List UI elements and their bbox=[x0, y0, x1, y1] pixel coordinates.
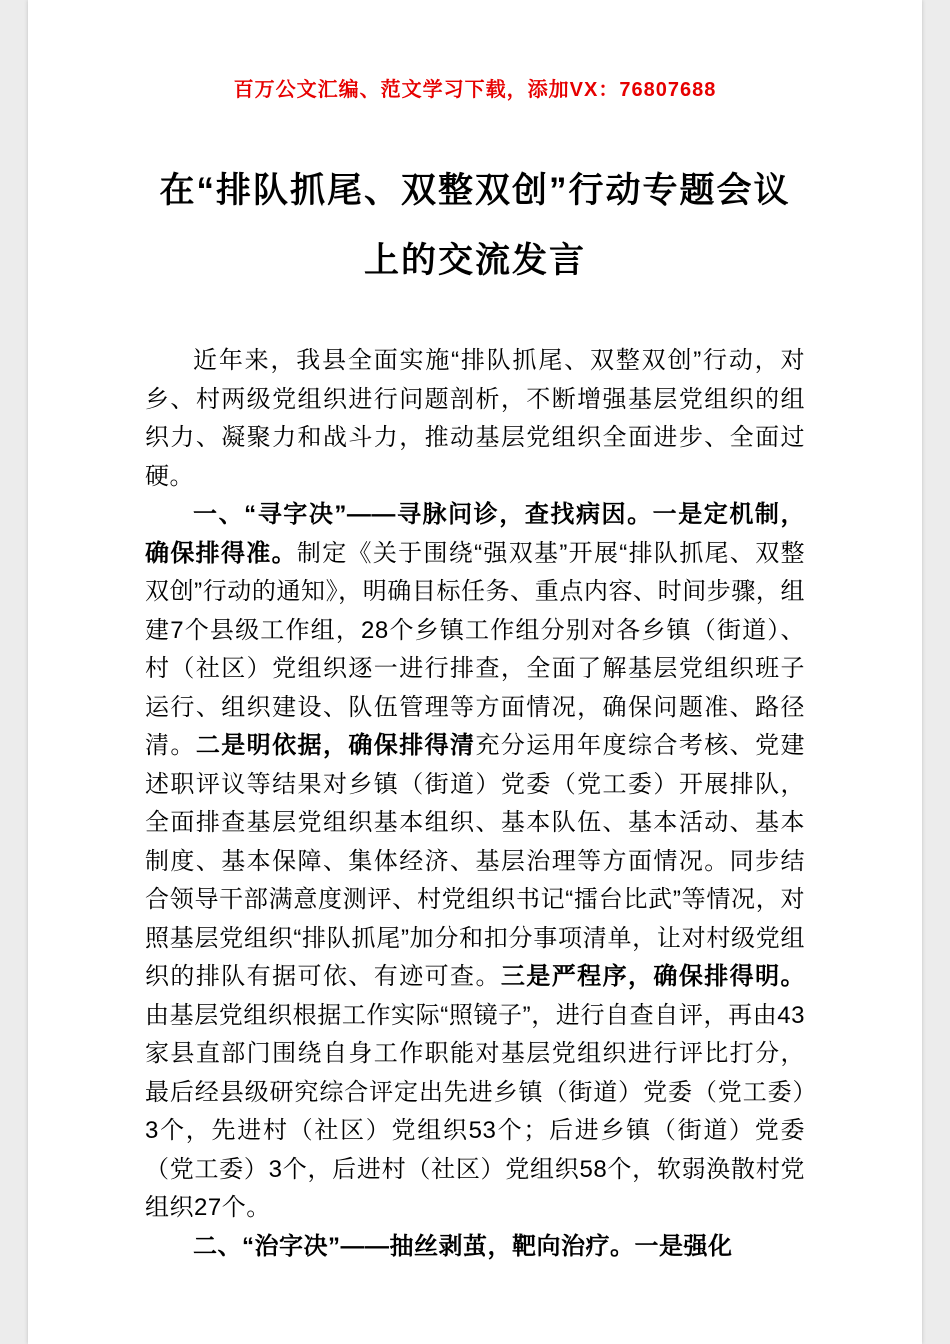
text-run: 近年来，我县全面实施“排队抓尾、双整双创”行动，对乡、村两级党组织进行问题剖析，不断增强基层党组织的组织力、凝聚力和战斗力，推动基层党组织全面进步、全面过硬。 bbox=[145, 347, 805, 490]
document-page bbox=[28, 0, 922, 1344]
document-title bbox=[145, 156, 805, 296]
paragraph bbox=[145, 342, 805, 496]
bold-run: 二是明依据，确保排得清 bbox=[195, 732, 476, 759]
bold-run: 二、“治字决”——抽丝剥茧，靶向治疗。 bbox=[193, 1232, 635, 1260]
text-run: 充分运用年度综合考核、党建述职评议等结果对乡镇（街道）党委（党工委）开展排队，全面排查基层党组织基本组织、基本队伍、基本活动、基本制度、基本保障、集体经济、基层治理等方面情况。同步结合领导干部满意度测评、村党组织书记“擂台比武”等情况，对照基层党组织“排队抓尾”加分和扣分事项清单，让对村级党组织的排队有据可依、有迹可查。 bbox=[145, 732, 806, 990]
title-line-1: 在“排队抓尾、双整双创”行动专题会议 bbox=[159, 171, 791, 210]
header-notice: 百万公文汇编、范文学习下载，添加VX：76807688 bbox=[233, 79, 717, 101]
title-line-2: 上的交流发言 bbox=[363, 241, 586, 280]
paragraph bbox=[145, 496, 805, 1228]
document-body bbox=[145, 342, 805, 1266]
bold-run: 一是强化 bbox=[634, 1232, 733, 1260]
bold-run: 三是严程序，确保排得明。 bbox=[500, 963, 806, 990]
text-run: 由基层党组织根据工作实际“照镜子”，进行自查自评，再由43家县直部门围绕自身工作职能对基层党组织进行评比打分，最后经县级研究综合评定出先进乡镇（街道）党委（党工委）3个，先进村（社区）党组织53个；后进乡镇（街道）党委（党工委）3个，后进村（社区）党组织58个，软弱涣散村党组织27个。 bbox=[145, 1001, 805, 1221]
bold-run: 一、“寻字决”——寻脉问诊，查找病因。一是定机制，确保排得准。 bbox=[145, 501, 805, 567]
paragraph bbox=[145, 1228, 805, 1267]
text-run: 制定《关于围绕“强双基”开展“排队抓尾、双整双创”行动的通知》，明确目标任务、重点内容、时间步骤，组建7个县级工作组，28个乡镇工作组分别对各乡镇（街道）、村（社区）党组织逐一进行排查，全面了解基层党组织班子运行、组织建设、队伍管理等方面情况，确保问题准、路径清。 bbox=[145, 539, 806, 759]
